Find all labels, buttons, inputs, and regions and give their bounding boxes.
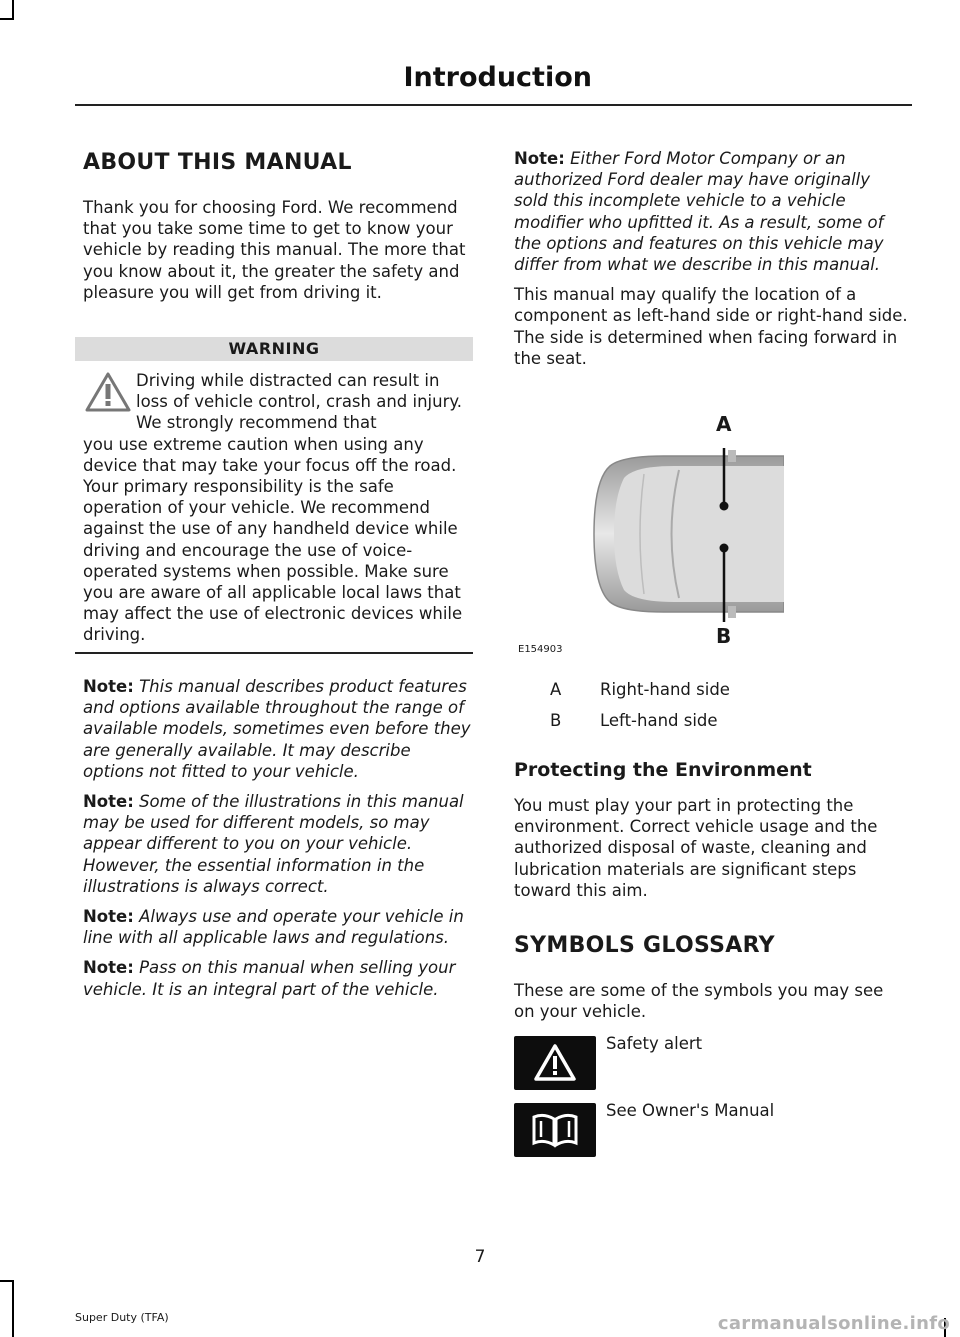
safety-alert-symbol (514, 1036, 596, 1090)
intro-paragraph: Thank you for choosing Ford. We recommend that you take some time to get to know your vehicle by reading this manual. The more that you know about it, the greater the safety and pleasure you will get from driving it. (83, 198, 466, 302)
crop-mark-top-left-h (0, 18, 14, 20)
note-4: Note: Pass on this manual when selling your vehicle. It is an integral part of the vehicle. (83, 958, 456, 999)
owners-manual-label: See Owner's Manual (606, 1101, 775, 1120)
glossary-heading: SYMBOLS GLOSSARY (514, 933, 775, 958)
crop-mark-top-left (12, 0, 14, 18)
figure-label-a: A (716, 412, 732, 436)
environment-heading: Protecting the Environment (514, 759, 812, 781)
figure-code: E154903 (518, 644, 563, 655)
warning-rule (75, 652, 473, 654)
environment-paragraph: You must play your part in protecting the environment. Correct vehicle usage and the authorized disposal of waste, cleaning and lubrication materials are significant steps toward this aim. (514, 796, 878, 900)
header-rule (75, 104, 912, 106)
vehicle-top-view-icon (514, 408, 784, 660)
vehicle-side-figure (514, 408, 784, 660)
note-3: Note: Always use and operate your vehicle in line with all applicable laws and regulations. (83, 907, 464, 948)
owners-manual-symbol (514, 1103, 596, 1157)
key-text: Right-hand side (600, 680, 730, 699)
model-label: Super Duty (TFA) (75, 1311, 169, 1324)
watermark: carmanualsonline.info (717, 1313, 950, 1334)
side-paragraph: This manual may qualify the location of a component as left-hand side or right-hand side. The side is determined when facing forward in the seat. (514, 285, 908, 368)
page-number: 7 (474, 1247, 486, 1267)
warning-label: WARNING (75, 337, 473, 361)
warning-block (83, 370, 475, 646)
upfitter-note: Note: Either Ford Motor Company or an authorized Ford dealer may have originally sold this incomplete vehicle to a vehicle modifier who upfitted it. As a result, some of the options and features on this vehicle may differ from what we describe in this manual. (514, 149, 884, 275)
key-letter: B (550, 711, 562, 730)
crop-mark-bottom-left-h (0, 1280, 14, 1282)
safety-alert-icon (514, 1036, 596, 1090)
crop-mark-bottom-left (12, 1280, 14, 1337)
warning-triangle-icon (83, 370, 133, 414)
glossary-intro: These are some of the symbols you may see on your vehicle. (514, 981, 884, 1022)
note-1: Note: This manual describes product features and options available throughout the range of available models, sometimes even before they are generally available. It may describe options not fitted to your vehicle. (83, 677, 471, 781)
key-text: Left-hand side (600, 711, 718, 730)
safety-alert-label: Safety alert (606, 1034, 703, 1053)
glossary-section (514, 933, 909, 1022)
note-2: Note: Some of the illustrations in this manual may be used for different models, so may appear different to you on your vehicle. However, the essential information in the illustrations is always correct. (83, 792, 464, 896)
figure-label-b: B (716, 624, 732, 648)
notes-block (83, 676, 475, 1000)
key-row-a (550, 680, 730, 699)
section-title: Introduction (403, 62, 592, 93)
key-row-b (550, 711, 718, 730)
right-column-top (514, 148, 909, 369)
about-heading: ABOUT THIS MANUAL (83, 150, 352, 175)
environment-section (514, 759, 909, 901)
warning-text-indented: Driving while distracted can result in loss of vehicle control, crash and injury. We strongly recommend that (136, 371, 463, 433)
key-letter: A (550, 680, 562, 699)
left-column (83, 150, 478, 303)
warning-text: you use extreme caution when using any device that may take your focus off the road. Your primary responsibility is the safe operation of your vehicle. We recommend against the use of any handheld device while driving and encourage the use of voice-operated systems when possible. Make sure you are aware of all applicable local laws that may affect the use of electronic devices while driving. (83, 434, 463, 645)
owners-manual-icon (514, 1103, 596, 1157)
